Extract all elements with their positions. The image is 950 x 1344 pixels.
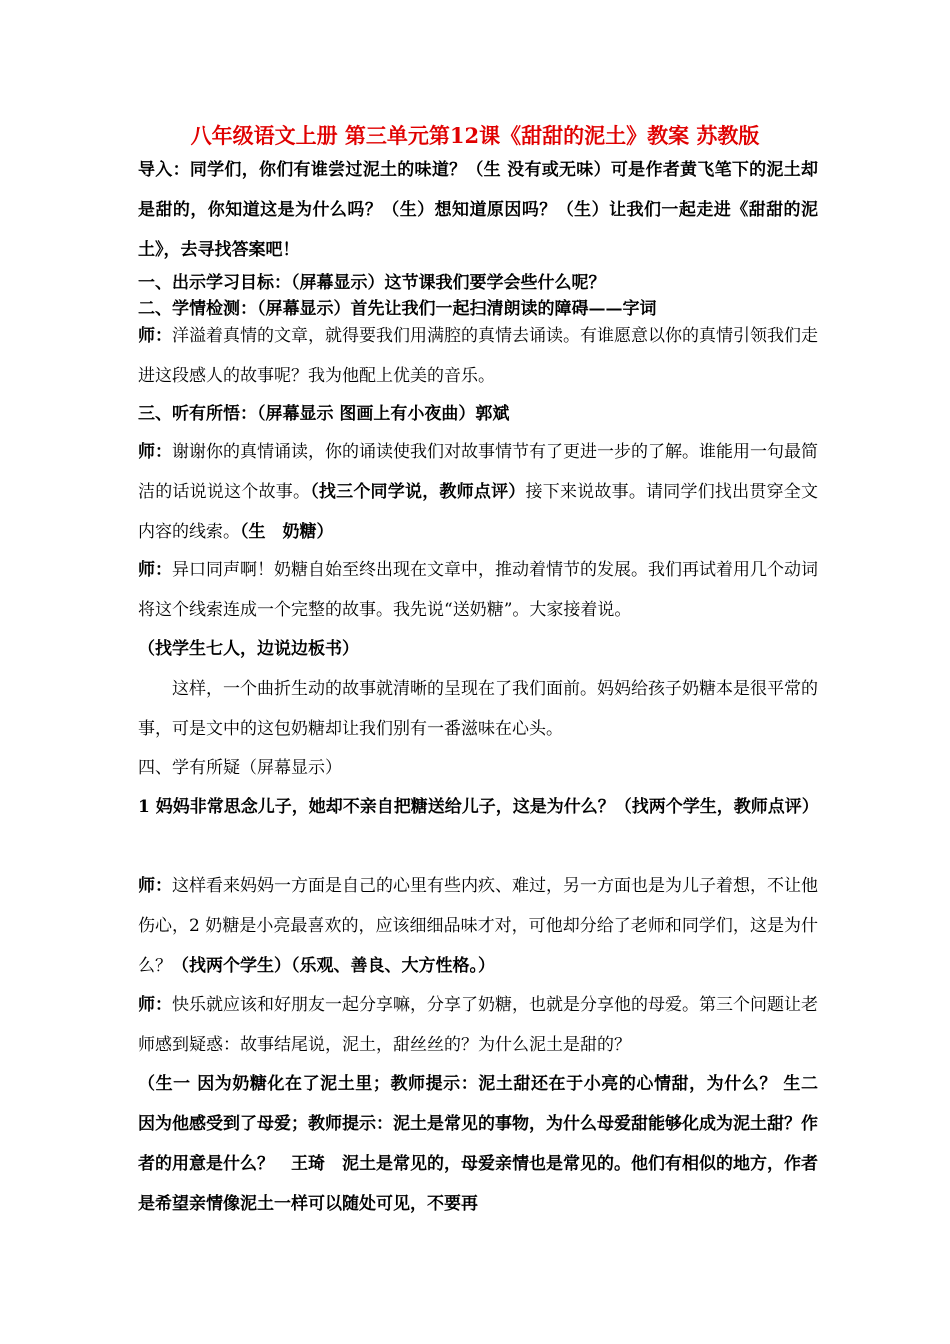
intro-text: 导入：同学们，你们有谁尝过泥土的味道？（生 没有或无味）可是作者黄飞笔下的泥土却是甜的，你知道这是为什么吗？（生）想知道原因吗？（生）让我们一起走进《甜甜的泥土》，去寻找答案吧！: [138, 160, 818, 260]
section-1-heading: 一、出示学习目标：（屏幕显示）这节课我们要学会些什么呢？: [138, 273, 606, 293]
document-title: 八年级语文上册 第三单元第12课《甜甜的泥土》教案 苏教版: [190, 123, 760, 148]
paragraph-teacher-1: 师：洋溢着真情的文章，就得要我们用满腔的真情去诵读。有谁愿意以你的真情引领我们走进这段感人的故事呢？我为他配上优美的音乐。: [138, 326, 818, 386]
section-3-heading: 三、听有所悟：（屏幕显示 图画上有小夜曲）郭斌: [138, 404, 510, 424]
speaker-label: 师：: [138, 560, 172, 580]
section-4-heading: 四、学有所疑（屏幕显示）: [138, 758, 342, 778]
paragraph-summary: 这样，一个曲折生动的故事就清晰的呈现在了我们面前。妈妈给孩子奶糖本是很平常的事，可是文中的这包奶糖却让我们别有一番滋味在心头。: [138, 679, 818, 739]
board-note: （找学生七人，边说边板书）: [138, 639, 359, 659]
paragraph-teacher-2: 师：谢谢你的真情诵读，你的诵读使我们对故事情节有了更进一步的了解。谁能用一句最简洁的话说说这个故事。（找三个同学说，教师点评）接下来说故事。请同学们找出贯穿全文内容的线索。（生 奶糖）: [138, 442, 819, 542]
intro-paragraph: [138, 150, 818, 270]
speaker-label: 师：: [138, 995, 172, 1015]
speaker-label: 师：: [138, 442, 172, 462]
speaker-label: 师：: [138, 326, 172, 346]
question-1: 1 妈妈非常思念儿子，她却不亲自把糖送给儿子，这是为什么？（找两个学生，教师点评）: [138, 797, 819, 817]
paragraph-teacher-4: 师：这样看来妈妈一方面是自己的心里有些内疚、难过，另一方面也是为儿子着想，不让他伤心，2 奶糖是小亮最喜欢的，应该细细品味才对，可他却分给了老师和同学们，这是为什么？（找两个学生）（乐观、善良、大方性格。）: [138, 876, 818, 976]
section-2-heading: 二、学情检测：（屏幕显示）首先让我们一起扫清朗读的障碍——字词: [138, 299, 657, 319]
paragraph-teacher-3: 师：异口同声啊！奶糖自始至终出现在文章中，推动着情节的发展。我们再试着用几个动词将这个线索连成一个完整的故事。我先说“送奶糖”。大家接着说。: [138, 560, 818, 620]
paragraph-teacher-5: 师：快乐就应该和好朋友一起分享嘛，分享了奶糖，也就是分享他的母爱。第三个问题让老师感到疑惑：故事结尾说，泥土，甜丝丝的？为什么泥土是甜的？: [138, 995, 818, 1055]
speaker-label: 师：: [138, 876, 172, 896]
paragraph-student-answers: （生一 因为奶糖化在了泥土里；教师提示：泥土甜还在于小亮的心情甜，为什么？ 生二 因为他感受到了母爱；教师提示：泥土是常见的事物，为什么母爱甜能够化成为泥土甜？作者的用意是什么？ 王琦 泥土是常见的，母爱亲情也是常见的。他们有相似的地方，作者是希望亲情像泥土一样可以随处可见，不要再: [138, 1074, 818, 1214]
